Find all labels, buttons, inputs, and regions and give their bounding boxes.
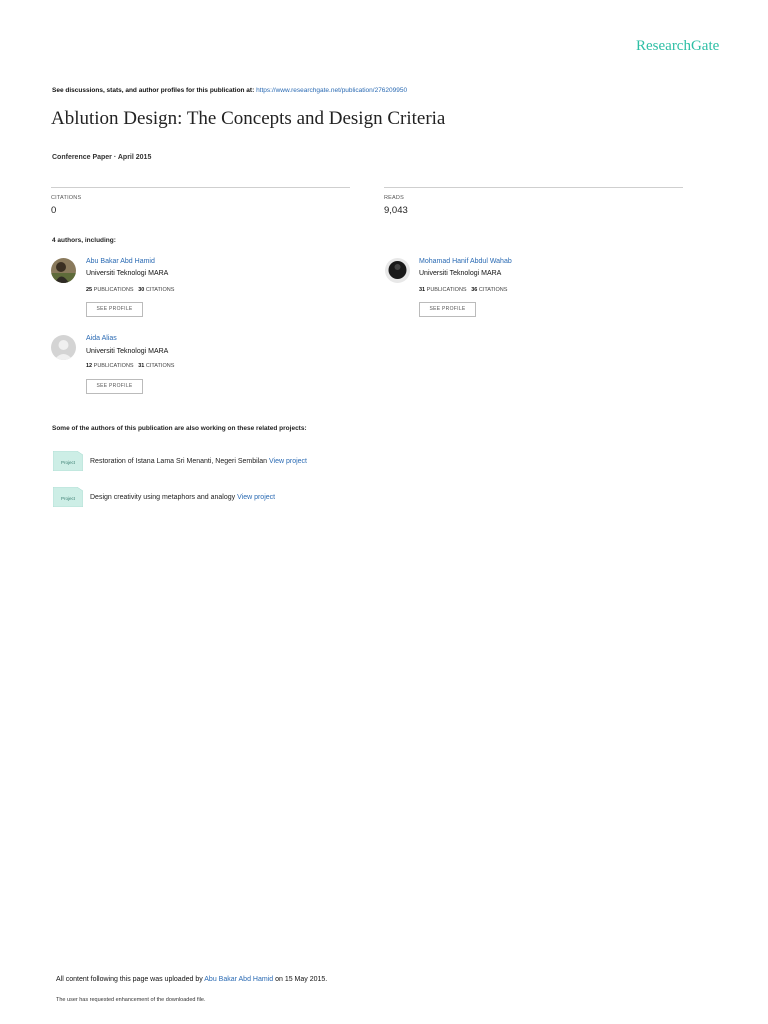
publications-count: 25	[86, 287, 93, 293]
author-name-link[interactable]: Aida Alias	[86, 335, 117, 342]
author-avatar[interactable]	[385, 258, 410, 283]
author-institution: Universiti Teknologi MARA	[86, 348, 169, 355]
author-name-link[interactable]: Abu Bakar Abd Hamid	[86, 258, 155, 265]
see-profile-button[interactable]: SEE PROFILE	[86, 379, 143, 394]
publications-label: PUBLICATIONS	[93, 287, 134, 293]
author-stats	[419, 287, 507, 293]
project-item	[90, 494, 275, 501]
author-avatar[interactable]	[51, 258, 76, 283]
author-stats	[86, 363, 174, 369]
paper-meta: Conference Paper · April 2015	[52, 154, 152, 161]
project-item	[90, 458, 307, 465]
project-tag: Project	[61, 460, 76, 465]
see-profile-button[interactable]: SEE PROFILE	[419, 302, 476, 317]
publications-count: 31	[419, 287, 426, 293]
authors-heading: 4 authors, including:	[52, 237, 116, 244]
view-project-link[interactable]: View project	[237, 494, 276, 501]
paper-title: Ablution Design: The Concepts and Design Criteria	[51, 108, 446, 129]
citations-label: CITATIONS	[145, 287, 175, 293]
publications-label: PUBLICATIONS	[93, 363, 134, 369]
citations-count: 31	[138, 363, 145, 369]
related-projects-heading: Some of the authors of this publication are also working on these related projects:	[52, 425, 307, 432]
author-institution: Universiti Teknologi MARA	[86, 270, 169, 277]
project-tag: Project	[61, 496, 76, 501]
researchgate-logo[interactable]: ResearchGate	[636, 38, 720, 54]
citations-divider	[51, 187, 350, 188]
publications-label: PUBLICATIONS	[426, 287, 467, 293]
project-icon	[53, 451, 83, 471]
publication-url-link[interactable]: https://www.researchgate.net/publication/276209950	[256, 87, 408, 94]
default-avatar-icon[interactable]	[51, 335, 76, 360]
reads-divider	[384, 187, 683, 188]
citations-label: CITATIONS	[51, 195, 82, 201]
project-title: Restoration of Istana Lama Sri Menanti, Negeri Sembilan	[90, 458, 269, 465]
reads-value: 9,043	[384, 205, 408, 216]
enhancement-note: The user has requested enhancement of the downloaded file.	[56, 997, 206, 1003]
citations-label: CITATIONS	[145, 363, 175, 369]
citations-value: 0	[51, 205, 57, 216]
discussion-prefix: See discussions, stats, and author profiles for this publication at:	[52, 87, 257, 94]
upload-prefix: All content following this page was uploaded by	[56, 976, 205, 983]
upload-note	[56, 976, 327, 983]
see-profile-button[interactable]: SEE PROFILE	[86, 302, 143, 317]
author-stats	[86, 287, 174, 293]
author-institution: Universiti Teknologi MARA	[419, 270, 502, 277]
view-project-link[interactable]: View project	[268, 458, 307, 465]
reads-label: READS	[384, 195, 404, 201]
discussion-line	[52, 87, 407, 94]
citations-count: 30	[138, 287, 145, 293]
citations-label: CITATIONS	[478, 287, 508, 293]
citations-count: 36	[471, 287, 478, 293]
project-title: Design creativity using metaphors and analogy	[90, 494, 238, 501]
author-name-link[interactable]: Mohamad Hanif Abdul Wahab	[419, 258, 512, 265]
project-icon	[53, 487, 83, 507]
upload-suffix: on 15 May 2015.	[273, 976, 328, 983]
publications-count: 12	[86, 363, 93, 369]
uploader-link[interactable]: Abu Bakar Abd Hamid	[204, 976, 274, 983]
